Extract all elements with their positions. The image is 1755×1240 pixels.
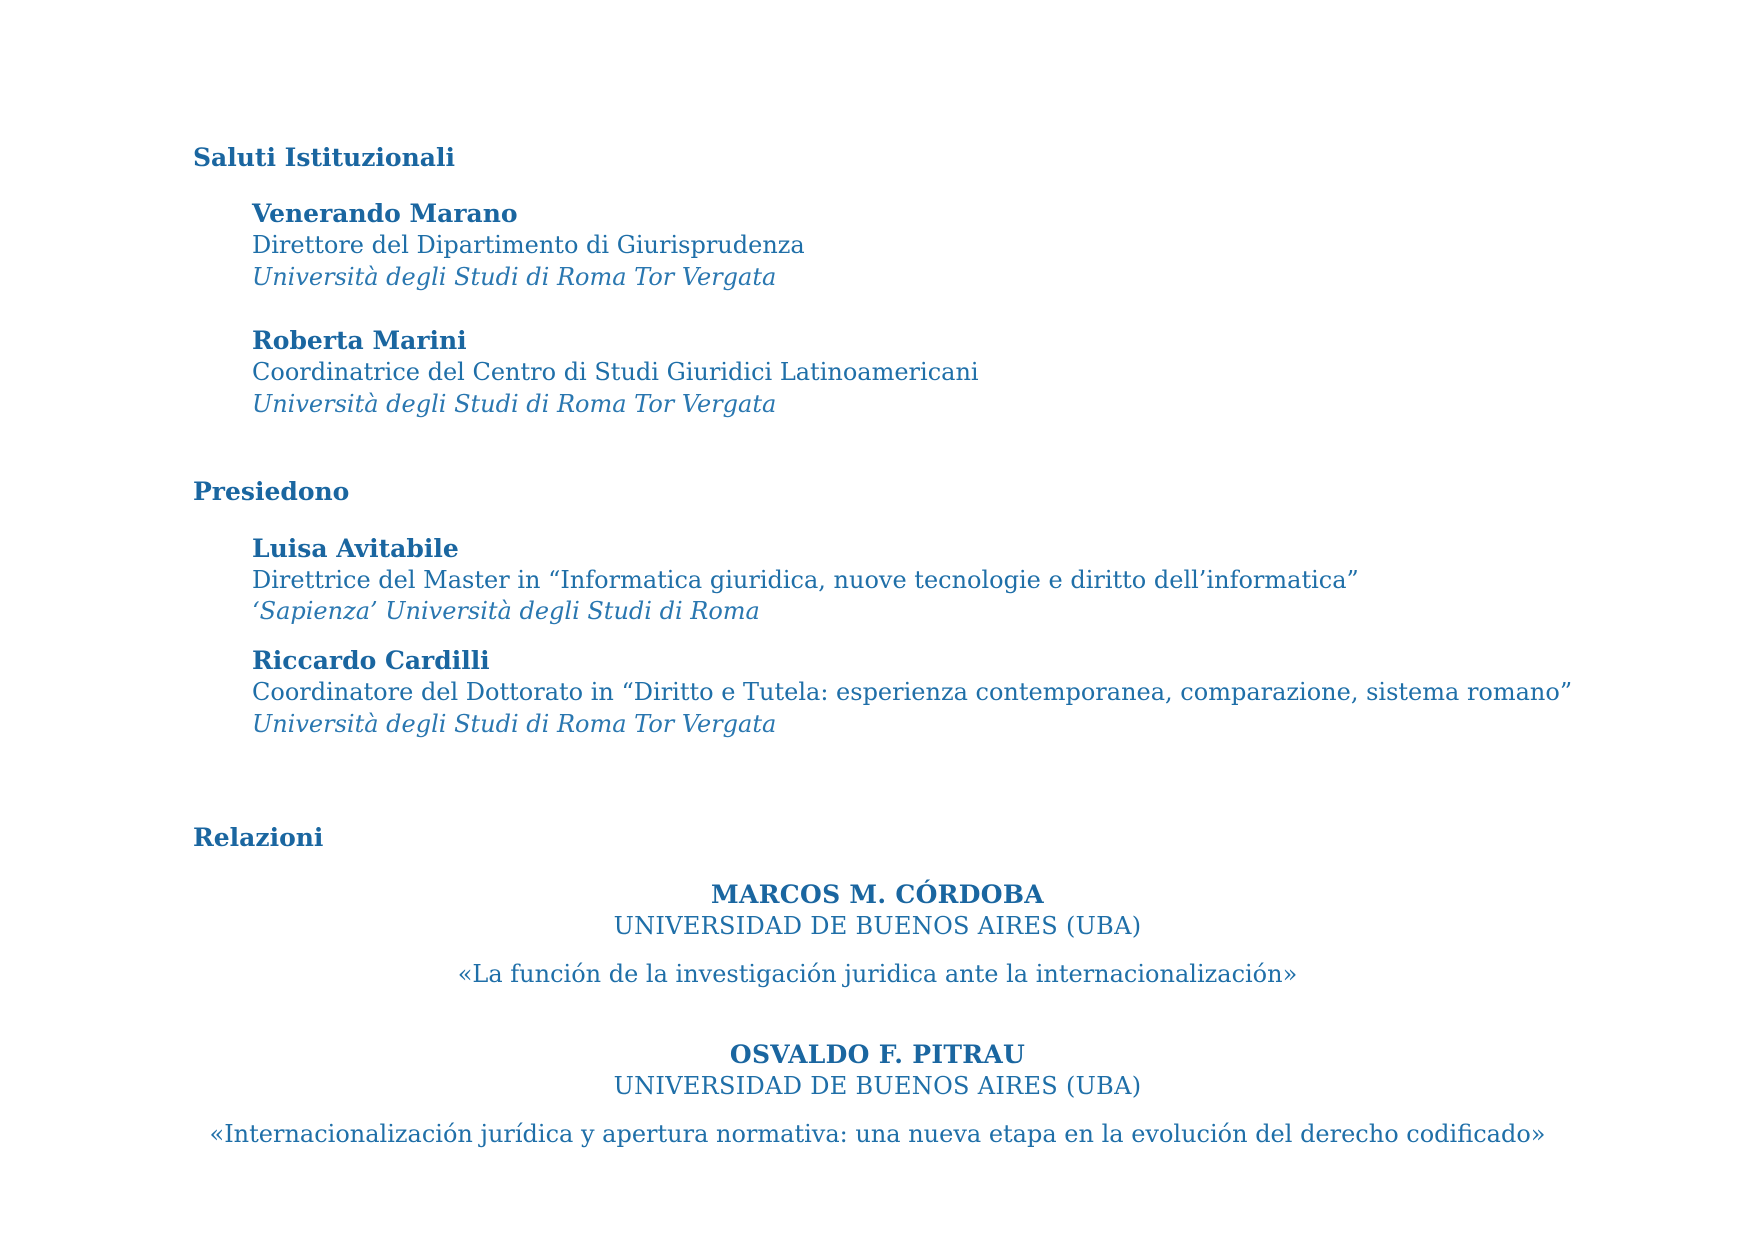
talk-title: «Internacionalización jurídica y apertura normativa: una nueva etapa en la evolución del derecho codificado» bbox=[209, 1120, 1546, 1148]
speaker-name: OSVALDO F. PITRAU bbox=[729, 1040, 1026, 1069]
person-name: Riccardo Cardilli bbox=[252, 646, 490, 675]
speaker-name: MARCOS M. CÓRDOBA bbox=[711, 880, 1044, 909]
speaker-university: UNIVERSIDAD DE BUENOS AIRES (UBA) bbox=[613, 912, 1142, 940]
person-role: Direttrice del Master in “Informatica giuridica, nuove tecnologie e diritto dell’informatica” bbox=[252, 566, 1359, 594]
person-name: Luisa Avitabile bbox=[252, 534, 459, 563]
person-name: Venerando Marano bbox=[252, 199, 518, 228]
person-institution: Università degli Studi di Roma Tor Vergata bbox=[252, 263, 777, 291]
person-role: Coordinatore del Dottorato in “Diritto e Tutela: esperienza contemporanea, comparazione, sistema romano” bbox=[252, 678, 1573, 706]
person-institution: ‘Sapienza’ Università degli Studi di Roma bbox=[252, 597, 760, 625]
section-heading-relazioni: Relazioni bbox=[193, 823, 324, 852]
person-role: Coordinatrice del Centro di Studi Giuridici Latinoamericani bbox=[252, 358, 979, 386]
speaker-university: UNIVERSIDAD DE BUENOS AIRES (UBA) bbox=[613, 1072, 1142, 1100]
talk-title: «La función de la investigación juridica ante la internacionalización» bbox=[457, 960, 1298, 988]
person-institution: Università degli Studi di Roma Tor Vergata bbox=[252, 390, 777, 418]
person-institution: Università degli Studi di Roma Tor Vergata bbox=[252, 710, 777, 738]
person-name: Roberta Marini bbox=[252, 326, 467, 355]
section-heading-saluti: Saluti Istituzionali bbox=[193, 143, 455, 172]
person-role: Direttore del Dipartimento di Giurisprudenza bbox=[252, 231, 805, 259]
section-heading-presiedono: Presiedono bbox=[193, 477, 350, 506]
